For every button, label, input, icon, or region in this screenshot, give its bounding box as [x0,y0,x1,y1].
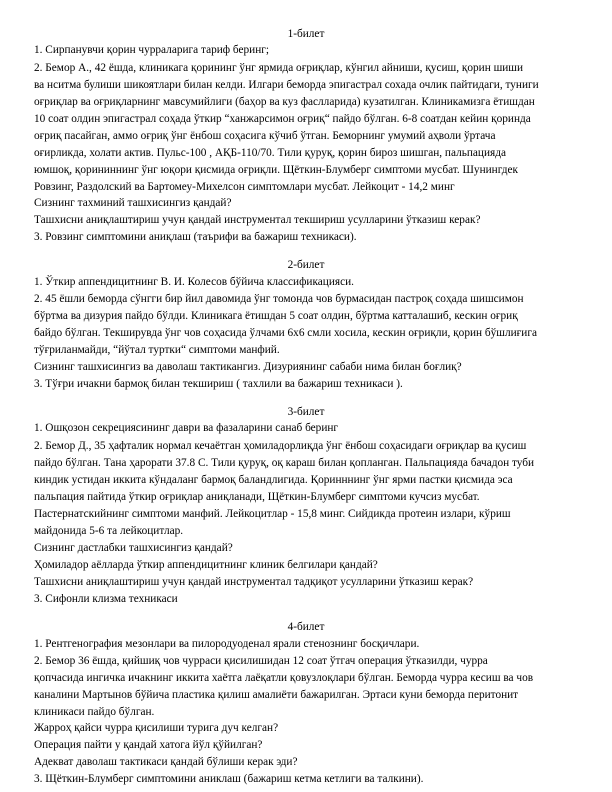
ticket-1-line: 10 соат олдин эпигастрал соҳада ўткир “ханжарсимон оғриқ“ пайдо бўлган. 6-8 соатдан кейин қоринда [34,113,531,125]
ticket-2-line: байдо бўлган. Текширувда ўнг чов соҳасида ўлчами 6х6 смли хосила, кескин оғриқли, қорин бўшлиғига [34,327,537,339]
ticket-1-line: 2. Бемор А., 42 ёшда, клиникага қорининг ўнг ярмида оғриқлар, кўнгил айниши, қусиш, қорин шиши [34,62,524,74]
ticket-1-line: оғриқ пасайган, аммо оғриқ ўнг ёнбош соҳасига кўчиб ўтган. Беморнинг умумий аҳволи ўртача [34,130,496,142]
ticket-3-line: Пастернатскийнинг симптоми манфий. Лейкоцитлар - 15,8 минг. Сийдикда протеин излари, кўриш [34,508,511,520]
ticket-4-line: қопчасида ингичка ичакнинг иккита хаётга лаёқатли қовузлоқлари бўлган. Беморда чурра кесиш ва чов [34,672,534,684]
ticket-4-question: Операция пайти у қандай хатога йўл қўйилган? [34,739,263,751]
ticket-4-line: каналини Мартынов бўйича пластика қилиш амалиёти бажарилган. Эртаси куни беморда перитонит [34,689,519,701]
ticket-1-line: юмшоқ, қорининнинг ўнг юқори қисмида оғриқли. Щёткин-Блумберг симптоми мусбат. Шунингдек [34,164,519,176]
ticket-3-question: Ташхисни аниқлаштириш учун қандай инструментал тадқиқот усулларини ўтказиш керак? [34,576,474,588]
ticket-3-question: Ҳомиладор аёлларда ўткир аппендицитнинг клиник белгилари қандай? [34,559,378,571]
ticket-1-question: Сизнинг тахминий ташхисингиз қандай? [34,197,232,209]
ticket-4-title: 4-билет [287,621,325,633]
ticket-3-line: 1. Ошқозон секрециясининг даври ва фазаларини санаб беринг [34,422,339,434]
ticket-2-line: 1. Ўткир аппендицитнинг В. И. Колесов бўйича классификацияси. [34,276,354,288]
ticket-1-question: Ташхисни аниқлаштириш учун қандай инструментал текшириш усулларини ўтказиш керак? [34,214,481,226]
ticket-2-title: 2-билет [287,259,325,271]
ticket-4-line: 3. Щёткин-Блумберг симптомини аниклаш (бажариш кетма кетлиги ва талкини). [34,773,424,785]
ticket-2-question: Сизнинг ташхисингиз ва даволаш тактикангиз. Дизуриянинг сабаби нима билан боғлиқ? [34,361,462,373]
ticket-1-line: оғриқлар ва оғриқларнинг мавсумийлиги (баҳор ва куз фаслларида) кузатилган. Клиникамизга ётишдан [34,96,535,108]
ticket-3-line: пайдо бўлган. Тана ҳарорати 37.8 С. Тили қуруқ, оқ караш билан қопланган. Пальпацияда бачадон туби [34,457,535,469]
ticket-1-line: 1. Сирпанувчи қорин чурраларига тариф беринг; [34,44,270,56]
ticket-4-line: 1. Рентгенография мезонлари ва пилородуоденал ярали стенознинг босқичлари. [34,638,420,650]
ticket-1-line: 3. Ровзинг симптомини аниқлаш (таърифи ва бажариш техникаси). [34,231,357,243]
ticket-2-line: тўғриланмайди, “йўтал туртки“ симптоми манфий. [34,344,280,356]
ticket-4-question: Адекват даволаш тактикаси қандай бўлиши керак эди? [34,756,298,768]
ticket-3-line: пальпация пайтида ўткир оғриқлар аниқланади, Щёткин-Блумберг симптоми кучсиз мусбат. [34,491,480,503]
ticket-1-title: 1-билет [287,28,325,40]
ticket-4-line: 2. Бемор 36 ёшда, қийшиқ чов чурраси қисилишидан 12 соат ўтгач операция ўтказилди, чурра [34,655,488,667]
ticket-3-line: майдонида 5-6 та лейкоцитлар. [34,525,184,537]
ticket-1-line: ва нситма булиши шикоятлари билан келди. Илгари беморда эпигастрал сохада очлик пайтидаги, туниги [34,79,539,91]
ticket-3-question: Сизнинг дастлабки ташхисингиз қандай? [34,542,233,554]
ticket-2-line: 2. 45 ёшли беморда сўнгги бир йил давомида ўнг томонда чов бурмасидан пастроқ соҳада шишсимон [34,293,524,305]
ticket-3-line: 2. Бемор Д., 35 ҳафталик нормал кечаётган ҳомиладорлиқда ўнг ёнбош соҳасидаги оғриқлар ва қусиш [34,440,527,452]
ticket-1-line: Ровзинг, Раздолский ва Бартомеу-Михелсон симптомлари мусбат. Лейкоцит - 14,2 минг [34,181,455,193]
ticket-2-line: 3. Тўғри ичакни бармоқ билан текшириш ( тахлили ва бажариш техникаси ). [34,378,403,390]
ticket-1-line: оғирликда, холати актив. Пульс-100 , АҚБ-110/70. Тили қуруқ, қорин бироз шишган, пальпацияда [34,147,506,159]
ticket-4-line: клиникаси пайдо бўлган. [34,706,155,718]
ticket-3-line: киндик устидан иккита кўндаланг бармоқ баландлигида. Қоринннинг ўнг ярми пастки қисмида эса [34,474,513,486]
ticket-4-question: Жарроҳ қайси чурра қисилиши турига дуч келган? [34,722,279,734]
ticket-2-line: бўртма ва дизурия пайдо бўлди. Клиникага ётишдан 5 соат олдин, бўртма катталашиб, кескин оғриқ [34,310,518,322]
ticket-3-title: 3-билет [287,406,325,418]
ticket-3-line: 3. Сифонли клизма техникаси [34,593,178,605]
